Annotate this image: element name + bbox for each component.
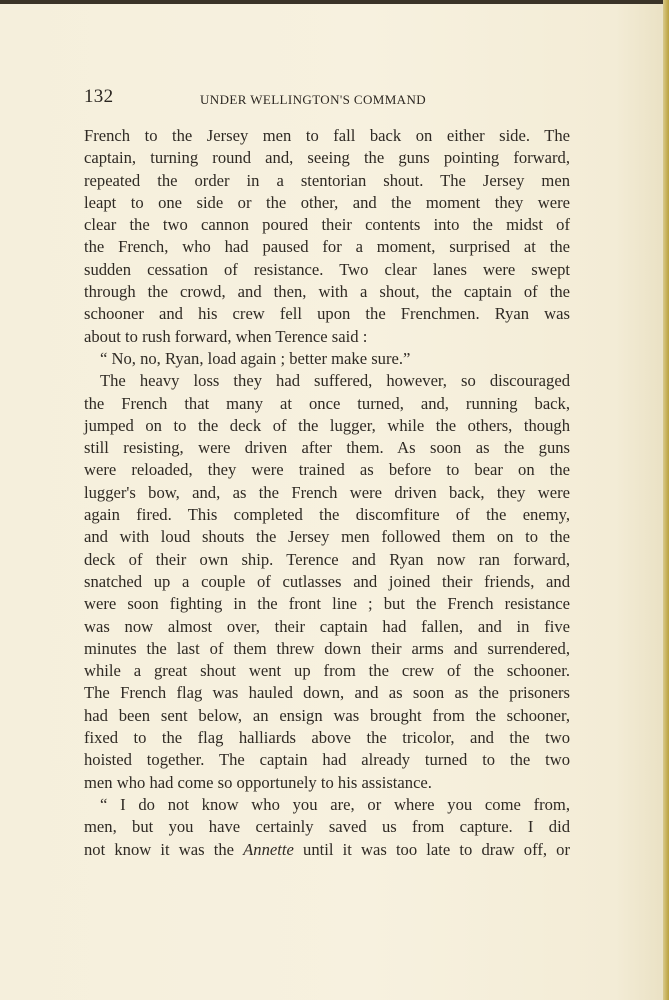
text-line: were soon fighting in the front line ; but the French resistance <box>84 594 570 614</box>
body-text <box>84 125 570 861</box>
text-line: men, but you have certainly saved us from capture. I did <box>84 817 570 837</box>
text-line: still resisting, were driven after them. As soon as the guns <box>84 438 570 458</box>
text-line: sudden cessation of resistance. Two clear lanes were swept <box>84 259 570 279</box>
final-line-end: until it was too late to draw off, or <box>293 839 570 859</box>
text-line: repeated the order in a stentorian shout. The Jersey men <box>84 170 570 190</box>
text-line: snatched up a couple of cutlasses and joined their friends, and <box>84 571 570 591</box>
text-line: lugger's bow, and, as the French were driven back, they were <box>84 482 570 502</box>
text-line: French to the Jersey men to fall back on either side. The <box>84 126 570 145</box>
text-line: “ I do not know who you are, or where you come from, <box>100 794 570 814</box>
running-head: UNDER WELLINGTON'S COMMAND <box>200 92 427 107</box>
page-right-edge <box>663 0 669 1000</box>
text-line: fixed to the flag halliards above the tricolor, and the two <box>84 728 570 748</box>
page-number: 132 <box>84 86 114 107</box>
page-header <box>84 84 584 114</box>
text-line: were reloaded, they were trained as before to bear on the <box>84 460 570 480</box>
text-line-final <box>84 839 570 861</box>
text-line: deck of their own ship. Terence and Ryan now ran forward, <box>84 549 570 569</box>
text-line: The French flag was hauled down, and as soon as the prisoners <box>84 683 570 703</box>
text-line: the French that many at once turned, and, running back, <box>84 393 570 413</box>
text-line: hoisted together. The captain had already turned to the two <box>84 750 570 770</box>
text-line: leapt to one side or the other, and the moment they were <box>84 192 570 212</box>
text-line: clear the two cannon poured their contents into the midst of <box>84 215 570 235</box>
text-line: while a great shout went up from the crew of the schooner. <box>84 661 570 681</box>
text-line: about to rush forward, when Terence said : <box>84 326 368 346</box>
ship-name-italic: Annette <box>243 839 294 859</box>
final-line-start: not know it was the <box>84 839 244 859</box>
text-line: schooner and his crew fell upon the Frenchmen. Ryan was <box>84 304 570 324</box>
text-line: captain, turning round and, seeing the guns pointing forward, <box>84 148 570 168</box>
text-line: men who had come so opportunely to his assistance. <box>84 772 432 792</box>
text-line: was now almost over, their captain had fallen, and in five <box>84 616 570 636</box>
text-line: “ No, no, Ryan, load again ; better make sure.” <box>100 348 411 368</box>
text-line: through the crowd, and then, with a shout, the captain of the <box>84 282 570 302</box>
text-line: had been sent below, an ensign was brought from the schooner, <box>84 705 570 725</box>
text-line: and with loud shouts the Jersey men followed them on to the <box>84 527 570 547</box>
scan-top-edge <box>0 0 669 4</box>
text-line: The heavy loss they had suffered, however, so discouraged <box>100 371 570 391</box>
text-line: minutes the last of them threw down their arms and surrendered, <box>84 638 570 658</box>
text-line: jumped on to the deck of the lugger, while the others, though <box>84 415 570 435</box>
text-line: again fired. This completed the discomfiture of the enemy, <box>84 505 570 525</box>
text-line: the French, who had paused for a moment, surprised at the <box>84 237 570 257</box>
